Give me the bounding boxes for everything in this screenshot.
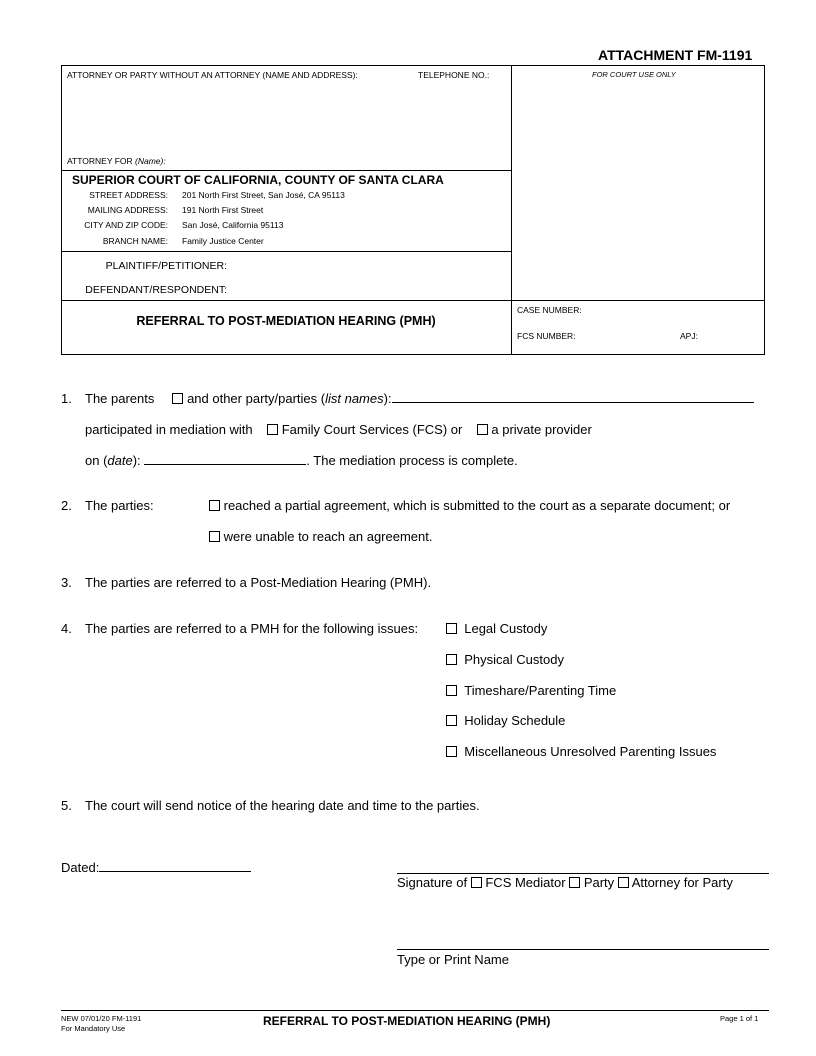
item1-number: 1. (61, 391, 72, 406)
timeshare-checkbox[interactable] (446, 685, 457, 696)
signature-of-label: Signature of (397, 875, 468, 890)
item2-no-agreement-text: were unable to reach an agreement. (223, 529, 433, 544)
attorney-for-party-checkbox[interactable] (618, 877, 629, 888)
item1-on-text: on ( (85, 453, 108, 468)
party-label: Party (583, 875, 615, 890)
form-title: REFERRAL TO POST-MEDIATION HEARING (PMH) (136, 314, 436, 328)
defendant-label: DEFENDANT/RESPONDENT: (85, 284, 227, 296)
telephone-label: TELEPHONE NO.: (418, 70, 490, 80)
issue-legal-custody (446, 621, 547, 636)
item1-list-names: list names (325, 391, 384, 406)
item2-option2 (209, 529, 432, 544)
item1-other-party-end: ): (383, 391, 392, 406)
item4-text: The parties are referred to a PMH for the following issues: (85, 621, 419, 636)
print-name-line[interactable] (397, 949, 769, 950)
item3-text: The parties are referred to a Post-Mediation Hearing (PMH). (85, 575, 432, 590)
branch-label: BRANCH NAME: (102, 236, 168, 246)
item1-parents-text: The parents (85, 391, 155, 406)
item1-line3 (85, 453, 518, 468)
footer-title: REFERRAL TO POST-MEDIATION HEARING (PMH) (263, 1014, 551, 1028)
item3-number: 3. (61, 575, 72, 590)
item2-number: 2. (61, 498, 72, 513)
item1-line1 (85, 391, 754, 406)
footer-rev: NEW 07/01/20 FM-1191 (61, 1014, 142, 1023)
item1-on-end: ): (132, 453, 141, 468)
issue-holiday (446, 713, 565, 728)
item1-line2 (85, 422, 592, 437)
footer-page: Page 1 of 1 (720, 1014, 759, 1023)
issue-label: Miscellaneous Unresolved Parenting Issues (464, 744, 717, 759)
item1-other-party-text: and other party/parties ( (187, 391, 326, 406)
fcs-number-label: FCS NUMBER: (517, 331, 576, 341)
apj-label: APJ: (680, 331, 698, 341)
issue-label: Legal Custody (464, 621, 548, 636)
attorney-for-name: (Name): (135, 156, 166, 166)
list-names-field[interactable] (392, 402, 754, 403)
item1-date-italic: date (107, 453, 133, 468)
other-party-checkbox[interactable] (172, 393, 183, 404)
partial-agreement-checkbox[interactable] (209, 500, 220, 511)
no-agreement-checkbox[interactable] (209, 531, 220, 542)
item5-number: 5. (61, 798, 72, 813)
item4-number: 4. (61, 621, 72, 636)
footer-rule (61, 1010, 769, 1011)
dated-row (61, 860, 251, 875)
item1-complete-text: . The mediation process is complete. (306, 453, 518, 468)
item2-partial-text: reached a partial agreement, which is submitted to the court as a separate document; or (223, 498, 731, 513)
fcs-mediator-checkbox[interactable] (471, 877, 482, 888)
private-provider-checkbox[interactable] (477, 424, 488, 435)
street-value: 201 North First Street, San José, CA 95113 (182, 190, 345, 200)
signature-line[interactable] (397, 873, 769, 874)
city-label: CITY AND ZIP CODE: (84, 220, 168, 230)
dated-label: Dated: (61, 860, 100, 875)
issue-misc (446, 744, 716, 759)
issue-label: Holiday Schedule (464, 713, 566, 728)
branch-value: Family Justice Center (182, 236, 264, 246)
fcs-mediator-label: FCS Mediator (485, 875, 566, 890)
footer-mandatory: For Mandatory Use (61, 1024, 126, 1033)
mediation-date-field[interactable] (144, 464, 306, 465)
court-use-label: FOR COURT USE ONLY (592, 70, 676, 79)
street-label: STREET ADDRESS: (89, 190, 168, 200)
dated-field[interactable] (99, 871, 251, 872)
physical-custody-checkbox[interactable] (446, 654, 457, 665)
issue-label: Timeshare/Parenting Time (464, 683, 617, 698)
plaintiff-label: PLAINTIFF/PETITIONER: (105, 260, 227, 272)
attachment-title: ATTACHMENT FM-1191 (598, 47, 753, 63)
caption-divider (511, 65, 512, 354)
rule (61, 300, 764, 301)
signature-of-row (397, 875, 733, 890)
court-name: SUPERIOR COURT OF CALIFORNIA, COUNTY OF SANTA CLARA (72, 173, 444, 187)
mailing-value: 191 North First Street (182, 205, 264, 215)
city-value: San José, California 95113 (182, 220, 284, 230)
item1-fcs-text: Family Court Services (FCS) or (281, 422, 463, 437)
party-checkbox[interactable] (569, 877, 580, 888)
attorney-label: ATTORNEY OR PARTY WITHOUT AN ATTORNEY (NAME AND ADDRESS): (67, 70, 358, 80)
attorney-for-party-label: Attorney for Party (631, 875, 733, 890)
holiday-checkbox[interactable] (446, 715, 457, 726)
item1-participated-text: participated in mediation with (85, 422, 253, 437)
attorney-for-label (67, 156, 166, 166)
mailing-label: MAILING ADDRESS: (87, 205, 168, 215)
rule (61, 251, 512, 252)
fcs-checkbox[interactable] (267, 424, 278, 435)
item2-option1 (209, 498, 730, 513)
rule (61, 170, 512, 171)
case-number-label: CASE NUMBER: (517, 305, 582, 315)
item2-label: The parties: (85, 498, 154, 513)
print-name-label: Type or Print Name (397, 952, 509, 967)
issue-physical-custody (446, 652, 564, 667)
item1-private-text: a private provider (491, 422, 592, 437)
misc-issues-checkbox[interactable] (446, 746, 457, 757)
issue-timeshare (446, 683, 616, 698)
issue-label: Physical Custody (464, 652, 564, 667)
attorney-for-text: ATTORNEY FOR (67, 156, 133, 166)
item5-text: The court will send notice of the hearing date and time to the parties. (85, 798, 480, 813)
legal-custody-checkbox[interactable] (446, 623, 457, 634)
